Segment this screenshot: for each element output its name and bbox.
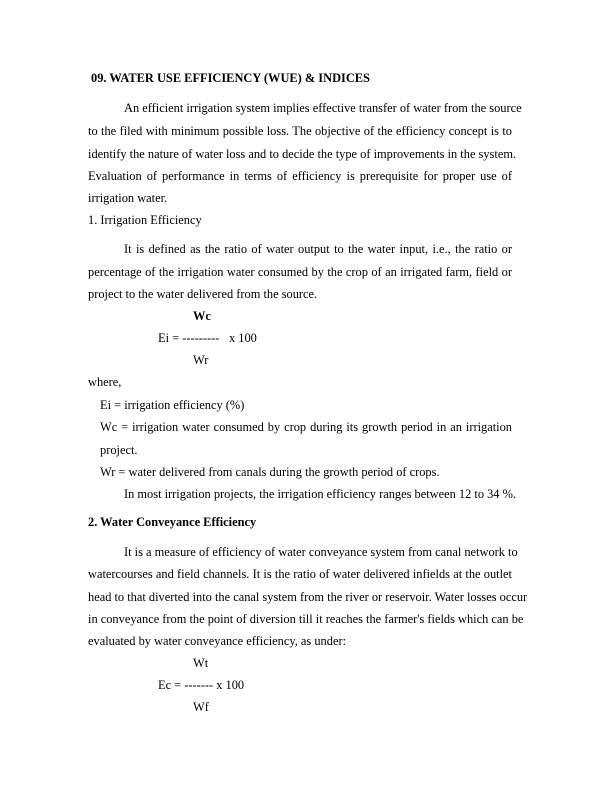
paragraph-line: percentage of the irrigation water consumed by the crop of an irrigated farm, field or	[88, 265, 512, 279]
paragraph-line: in conveyance from the point of diversion till it reaches the farmer's fields which can be	[88, 612, 524, 626]
paragraph-line: to the filed with minimum possible loss. The objective of the efficiency concept is to	[88, 124, 512, 138]
paragraph-line: head to that diverted into the canal system from the river or reservoir. Water losses occur	[88, 590, 528, 604]
definition-ei: Ei = irrigation efficiency (%)	[100, 398, 245, 412]
subsection-title-irrigation-efficiency: 1. Irrigation Efficiency	[88, 213, 202, 227]
paragraph-line: It is defined as the ratio of water output to the water input, i.e., the ratio or	[124, 242, 512, 256]
paragraph-line: irrigation water.	[88, 191, 168, 205]
definition-wr: Wr = water delivered from canals during the growth period of crops.	[100, 465, 440, 479]
formula-denominator: Wr	[193, 353, 209, 367]
where-label: where,	[88, 375, 122, 389]
paragraph-line: An efficient irrigation system implies effective transfer of water from the source	[124, 101, 522, 115]
paragraph-line: watercourses and field channels. It is the ratio of water delivered infields at the outlet	[88, 567, 512, 581]
formula-numerator: Wt	[193, 656, 209, 670]
efficiency-range-note: In most irrigation projects, the irrigation efficiency ranges between 12 to 34 %.	[124, 487, 517, 501]
formula-lhs: Ec = ------- x 100	[158, 678, 245, 692]
section-heading: 09. WATER USE EFFICIENCY (WUE) & INDICES	[91, 71, 370, 85]
paragraph-line: identify the nature of water loss and to decide the type of improvements in the system.	[88, 147, 517, 161]
paragraph-line: project to the water delivered from the source.	[88, 287, 318, 301]
formula-numerator: Wc	[193, 309, 211, 323]
paragraph-line: evaluated by water conveyance efficiency, as under:	[88, 634, 347, 648]
formula-multiplier: x 100	[229, 331, 257, 345]
formula-denominator: Wf	[193, 700, 209, 714]
definition-wc: Wc = irrigation water consumed by crop during its growth period in an irrigation	[100, 420, 512, 434]
formula-lhs: Ei = ---------	[158, 331, 220, 345]
paragraph-line: Evaluation of performance in terms of efficiency is prerequisite for proper use of	[88, 169, 512, 183]
definition-wc-continued: project.	[100, 443, 138, 457]
paragraph-line: It is a measure of efficiency of water conveyance system from canal network to	[124, 545, 518, 559]
subsection-title-water-conveyance-efficiency: 2. Water Conveyance Efficiency	[88, 515, 257, 529]
